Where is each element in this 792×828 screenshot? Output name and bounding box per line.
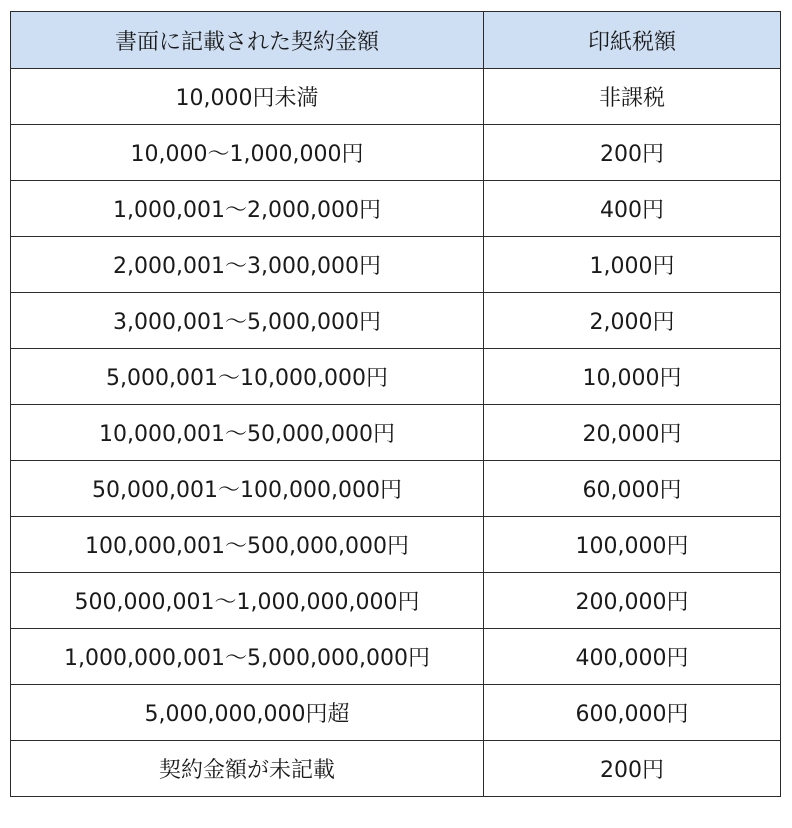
stamp-tax-cell: 100,000円 <box>484 517 781 573</box>
table-row <box>11 293 781 349</box>
stamp-tax-cell: 200,000円 <box>484 573 781 629</box>
contract-amount-cell: 5,000,001〜10,000,000円 <box>11 349 484 405</box>
stamp-tax-cell: 200円 <box>484 125 781 181</box>
table-row <box>11 69 781 125</box>
contract-amount-cell: 50,000,001〜100,000,000円 <box>11 461 484 517</box>
table-row <box>11 741 781 797</box>
contract-amount-cell: 10,000〜1,000,000円 <box>11 125 484 181</box>
contract-amount-cell: 10,000,001〜50,000,000円 <box>11 405 484 461</box>
table-row <box>11 629 781 685</box>
table-row <box>11 181 781 237</box>
contract-amount-cell: 1,000,000,001〜5,000,000,000円 <box>11 629 484 685</box>
table-body <box>11 69 781 797</box>
header-row <box>11 12 781 69</box>
table-row <box>11 405 781 461</box>
table-row <box>11 237 781 293</box>
contract-amount-cell: 10,000円未満 <box>11 69 484 125</box>
table-row <box>11 349 781 405</box>
stamp-tax-cell: 400,000円 <box>484 629 781 685</box>
stamp-tax-cell: 200円 <box>484 741 781 797</box>
table-row <box>11 125 781 181</box>
table-row <box>11 461 781 517</box>
table-row <box>11 573 781 629</box>
stamp-tax-cell: 60,000円 <box>484 461 781 517</box>
header-stamp-tax: 印紙税額 <box>484 12 781 69</box>
stamp-tax-table <box>10 11 781 797</box>
stamp-tax-cell: 2,000円 <box>484 293 781 349</box>
stamp-tax-cell: 10,000円 <box>484 349 781 405</box>
contract-amount-cell: 2,000,001〜3,000,000円 <box>11 237 484 293</box>
stamp-tax-cell: 1,000円 <box>484 237 781 293</box>
table-row <box>11 685 781 741</box>
table-row <box>11 517 781 573</box>
contract-amount-cell: 契約金額が未記載 <box>11 741 484 797</box>
stamp-tax-cell: 非課税 <box>484 69 781 125</box>
stamp-tax-cell: 20,000円 <box>484 405 781 461</box>
contract-amount-cell: 5,000,000,000円超 <box>11 685 484 741</box>
header-contract-amount: 書面に記載された契約金額 <box>11 12 484 69</box>
contract-amount-cell: 3,000,001〜5,000,000円 <box>11 293 484 349</box>
contract-amount-cell: 1,000,001〜2,000,000円 <box>11 181 484 237</box>
contract-amount-cell: 500,000,001〜1,000,000,000円 <box>11 573 484 629</box>
contract-amount-cell: 100,000,001〜500,000,000円 <box>11 517 484 573</box>
stamp-tax-cell: 600,000円 <box>484 685 781 741</box>
stamp-tax-cell: 400円 <box>484 181 781 237</box>
table-header <box>11 12 781 69</box>
